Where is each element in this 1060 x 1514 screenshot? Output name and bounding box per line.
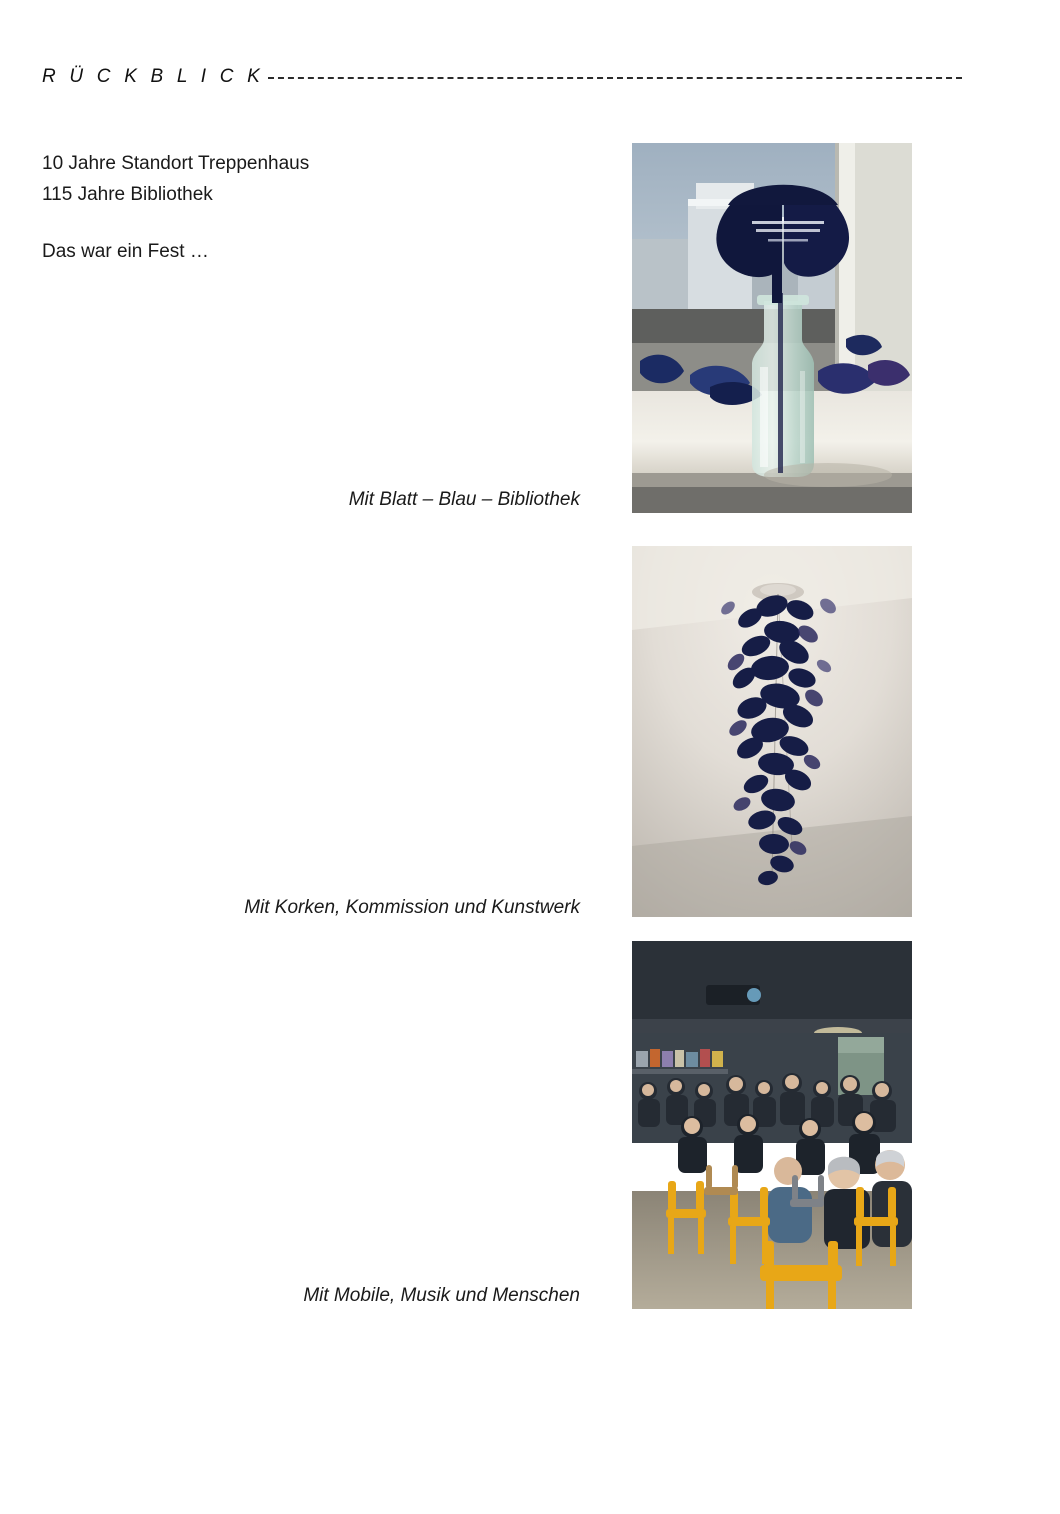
photo-2-graphic xyxy=(632,546,912,917)
intro-line-3: Das war ein Fest … xyxy=(42,241,209,262)
photo-3-graphic xyxy=(632,941,912,1309)
figure-caption-2: Mit Korken, Kommission und Kunstwerk xyxy=(244,897,580,918)
photo-mobile-musik-menschen xyxy=(632,941,912,1309)
intro-text xyxy=(42,148,309,267)
figure-caption-1: Mit Blatt – Blau – Bibliothek xyxy=(348,489,580,510)
photo-1-graphic xyxy=(632,143,912,513)
figure-caption-3: Mit Mobile, Musik und Menschen xyxy=(303,1285,580,1306)
photo-korken-kommission-kunstwerk xyxy=(632,546,912,917)
header-divider xyxy=(268,77,962,79)
page-title: R Ü C K B L I C K xyxy=(42,66,265,87)
intro-line-2: 115 Jahre Bibliothek xyxy=(42,184,213,205)
intro-line-1: 10 Jahre Standort Treppenhaus xyxy=(42,153,310,174)
page-header xyxy=(42,66,962,88)
photo-blatt-blau-bibliothek xyxy=(632,143,912,513)
intro-spacer xyxy=(42,210,309,236)
